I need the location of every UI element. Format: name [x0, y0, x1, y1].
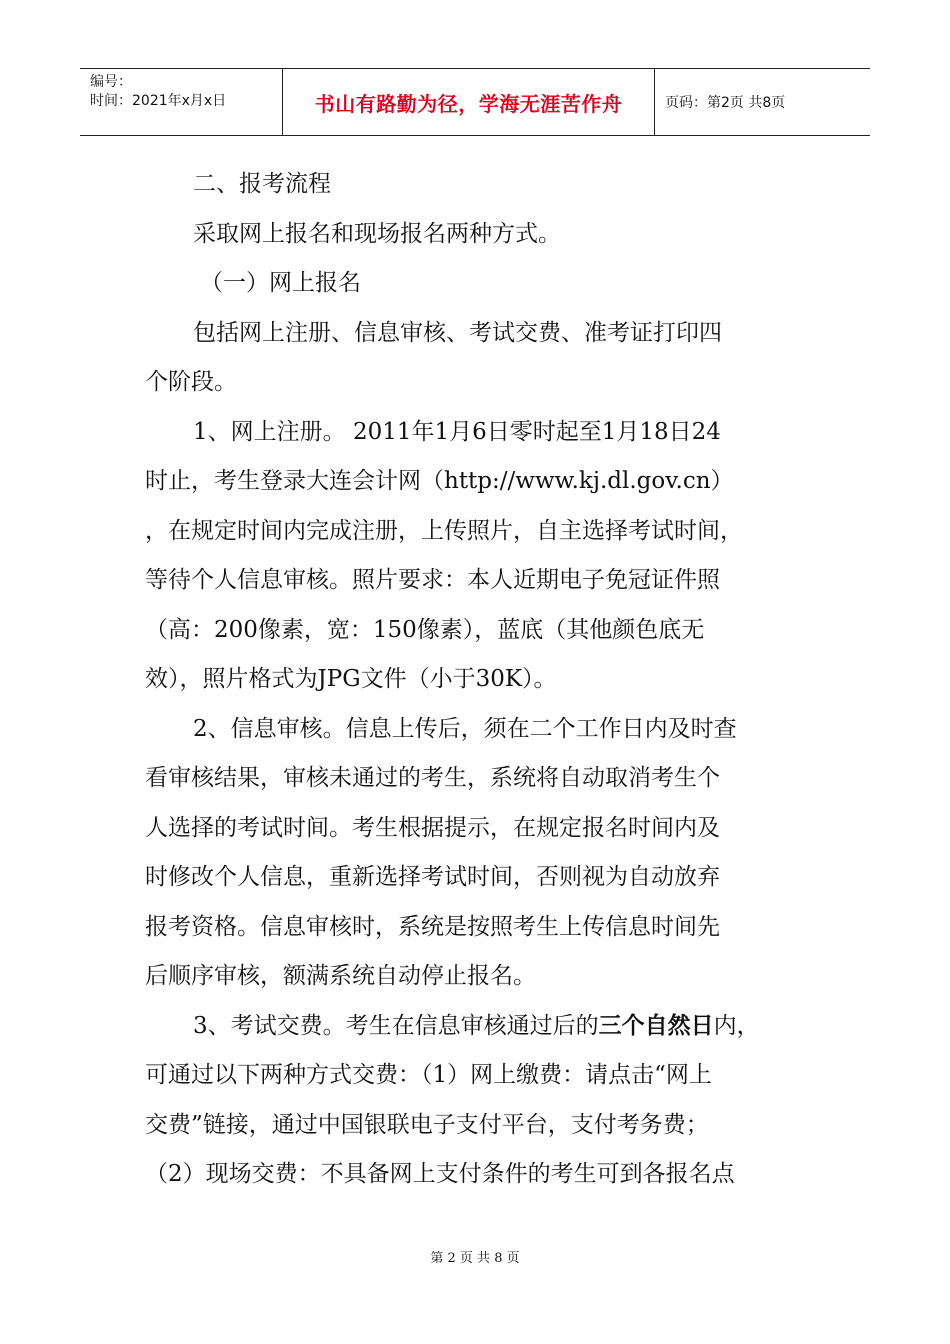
- paragraph-line: 可通过以下两种方式交费：（1）网上缴费：请点击“网上: [145, 1062, 712, 1088]
- header-number: 编号：: [90, 74, 132, 90]
- header-motto: 书山有路勤为径，学海无涯苦作舟: [283, 69, 655, 135]
- page-footer: 第 2 页 共 8 页: [430, 1251, 520, 1266]
- header-meta: [80, 69, 283, 135]
- paragraph-line: 报考资格。信息审核时，系统是按照考生上传信息时间先: [145, 913, 720, 940]
- paragraph-line: 采取网上报名和现场报名两种方式。: [193, 220, 561, 247]
- paragraph-line: 时修改个人信息，重新选择考试时间，否则视为自动放弃: [145, 864, 720, 890]
- text-run: 3、考试交费。考生在信息审核通过后的: [193, 1012, 599, 1039]
- paragraph-line: 2、信息审核。信息上传后，须在二个工作日内及时查: [193, 715, 737, 742]
- paragraph-line: 效），照片格式为JPG文件（小于30K）。: [145, 666, 557, 692]
- paragraph-line: 后顺序审核，额满系统自动停止报名。: [145, 963, 536, 989]
- paragraph-line: [145, 1002, 815, 1052]
- paragraph-line: 交费”链接，通过中国银联电子支付平台，支付考务费；: [145, 1111, 709, 1138]
- paragraph-line: （高：200像素，宽：150像素），蓝底（其他颜色底无: [145, 616, 705, 643]
- paragraph-line: 看审核结果，审核未通过的考生，系统将自动取消考生个: [145, 765, 720, 791]
- paragraph-line: 等待个人信息审核。照片要求：本人近期电子免冠证件照: [145, 567, 720, 593]
- paragraph-line: 个阶段。: [145, 369, 237, 395]
- paragraph-line: 1、网上注册。 2011年1月6日零时起至1月18日24: [193, 418, 721, 445]
- paragraph-line: 时止，考生登录大连会计网（http://www.kj.dl.gov.cn）: [145, 468, 734, 494]
- paragraph-line: 人选择的考试时间。考生根据提示，在规定报名时间内及: [145, 814, 720, 841]
- document-body: [145, 160, 815, 1200]
- header-page-info: 页码：第2页 共8页: [665, 95, 786, 111]
- paragraph-line: ，在规定时间内完成注册，上传照片，自主选择考试时间，: [145, 517, 743, 544]
- header-date: 时间：2021年x月x日: [90, 93, 227, 109]
- paragraph-line: （2）现场交费：不具备网上支付条件的考生可到各报名点: [145, 1161, 735, 1187]
- section-heading: 二、报考流程: [193, 171, 331, 197]
- page-header: [80, 68, 870, 136]
- text-run: 内，: [713, 1012, 760, 1039]
- bold-emphasis: 三个自然日: [598, 1012, 714, 1039]
- subsection-heading: （一）网上报名: [200, 270, 361, 296]
- paragraph-line: 包括网上注册、信息审核、考试交费、准考证打印四: [193, 319, 722, 346]
